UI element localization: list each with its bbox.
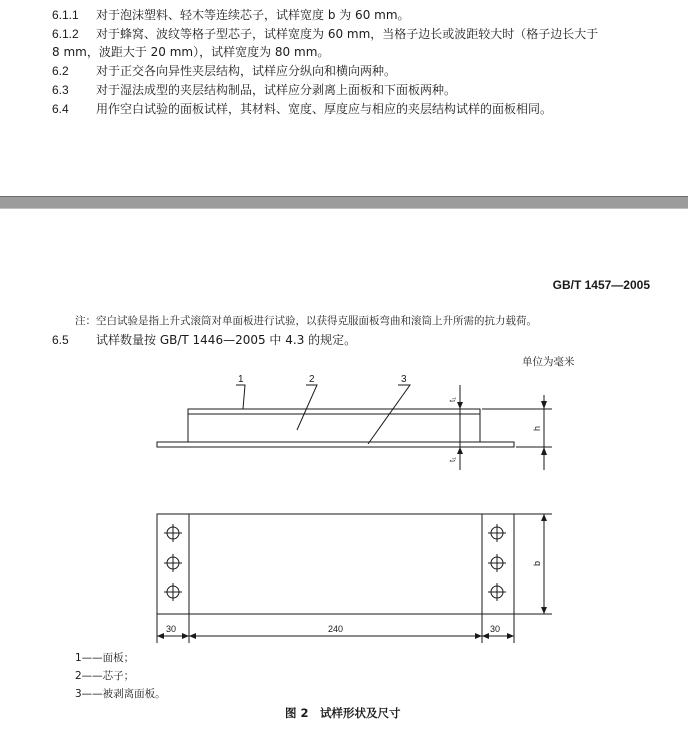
clause-6-4 [52, 101, 552, 117]
legend-item-1: 1——面板； [75, 652, 135, 664]
clause-text: 对于蜂窝、波纹等格子型芯子，试样宽度为 60 mm，当格子边长或波距较大时（格子边长大于 [96, 27, 599, 41]
dim-h: h [532, 425, 542, 431]
clause-number: 6.5 [52, 333, 69, 347]
callout-1: 1 [238, 374, 244, 385]
legend-item-3: 3——被剥离面板。 [75, 688, 166, 700]
figure-caption: 图 2 试样形状及尺寸 [285, 706, 401, 720]
bolt-hole-right-2 [488, 554, 506, 572]
note-text: 注：空白试验是指上升式滚筒对单面板进行试验，以获得克服面板弯曲和滚筒上升所需的抗力载荷。 [75, 315, 537, 327]
callout-leader-2 [297, 385, 317, 430]
dim-t1-lower: t₁ [448, 457, 457, 462]
clause-6-1-2-continued [52, 44, 329, 60]
page-separator [0, 196, 688, 209]
clause-number: 6.4 [52, 102, 69, 116]
unit-label: 单位为毫米 [522, 356, 575, 368]
bolt-hole-right-3 [488, 583, 506, 601]
clause-6-5 [52, 332, 356, 348]
clause-number: 6.1.1 [52, 8, 79, 22]
clause-text: 用作空白试验的面板试样，其材料、宽度、厚度应与相应的夹层结构试样的面板相同。 [96, 102, 553, 116]
legend-item-2: 2——芯子； [75, 670, 135, 682]
clause-number: 6.2 [52, 64, 69, 78]
clause-6-2 [52, 63, 396, 79]
dim-b: b [532, 560, 542, 566]
clause-6-3 [52, 82, 456, 98]
clause-text: 试样数量按 GB/T 1446—2005 中 4.3 的规定。 [96, 333, 357, 347]
clause-text: 对于正交各向异性夹层结构，试样应分纵向和横向两种。 [96, 64, 397, 78]
clause-6-1-1 [52, 7, 410, 23]
dim-middle-240: 240 [328, 624, 344, 634]
callout-3: 3 [401, 374, 407, 385]
dim-left-30: 30 [166, 624, 177, 634]
callout-leader-1 [236, 385, 245, 409]
bolt-hole-left-1 [164, 524, 182, 542]
bolt-hole-left-2 [164, 554, 182, 572]
dim-right-30: 30 [490, 624, 501, 634]
face-sheet [188, 409, 480, 414]
callout-2: 2 [309, 374, 315, 385]
specimen-figure [0, 360, 688, 645]
core [188, 414, 480, 442]
clause-number: 6.3 [52, 83, 69, 97]
clause-number: 6.1.2 [52, 27, 79, 41]
clause-text: 对于泡沫塑料、轻木等连续芯子，试样宽度 b 为 60 mm。 [96, 8, 410, 22]
clause-6-1-2 [52, 26, 598, 42]
clause-text: 8 mm，波距大于 20 mm），试样宽度为 80 mm。 [52, 45, 330, 59]
standard-code: GB/T 1457—2005 [552, 278, 650, 292]
dim-t1-upper: t₁ [448, 397, 457, 402]
plan-outline [157, 514, 514, 614]
clause-text: 对于湿法成型的夹层结构制品，试样应分剥离上面板和下面板两种。 [96, 83, 457, 97]
bolt-hole-left-3 [164, 583, 182, 601]
bolt-hole-right-1 [488, 524, 506, 542]
